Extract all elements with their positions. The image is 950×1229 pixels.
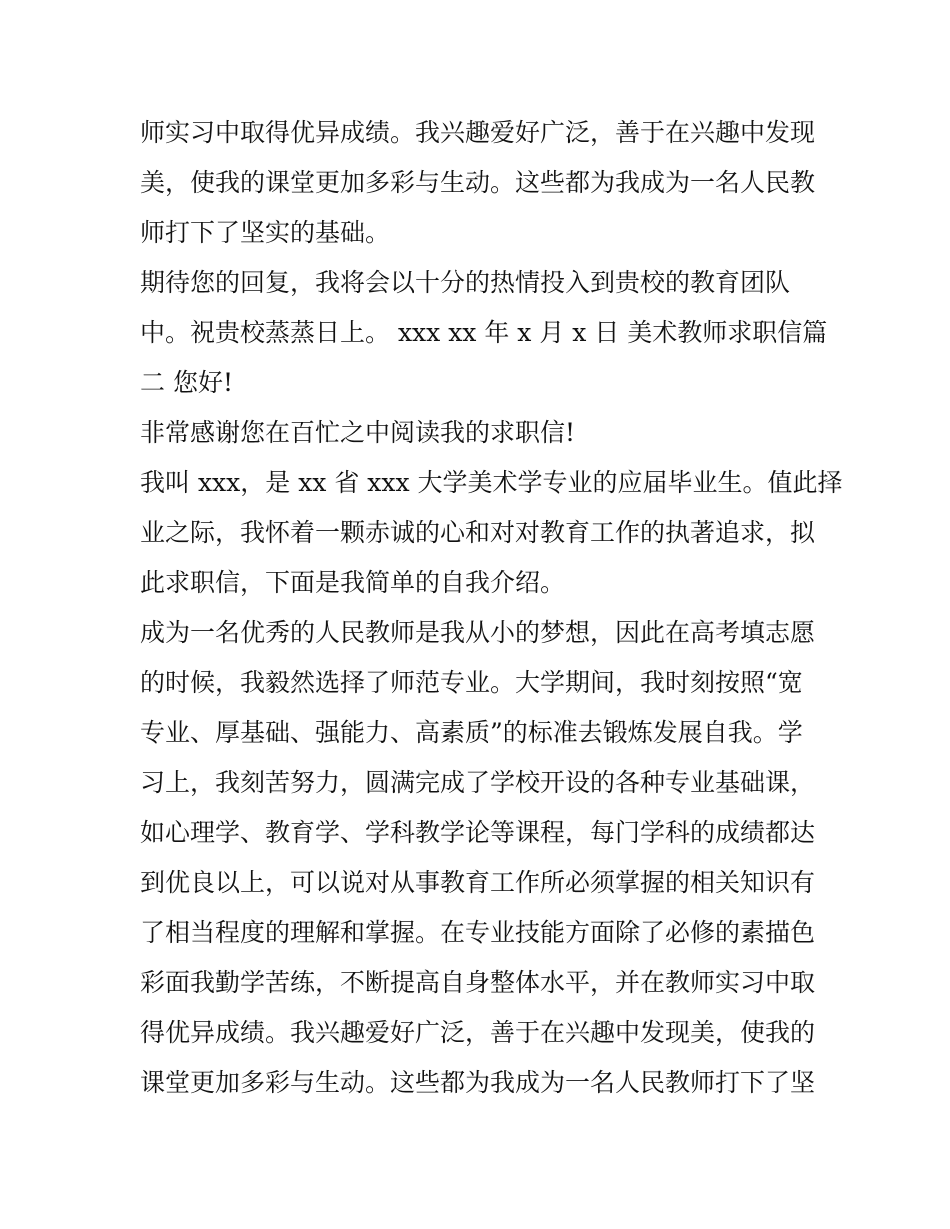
- text-line: 二 您好!: [140, 368, 233, 397]
- text-line: 专业、厚基础、强能力、高素质”的标准去锻炼发展自我。学: [140, 718, 803, 747]
- text-line: 到优良以上，可以说对从事教育工作所必须掌握的相关知识有: [140, 868, 816, 897]
- text-line: 的时候，我毅然选择了师范专业。大学期间，我时刻按照“宽: [140, 668, 803, 697]
- document-body: [140, 108, 843, 1108]
- text-line: 习上，我刻苦努力，圆满完成了学校开设的各种专业基础课，: [140, 768, 816, 797]
- text-line: 师打下了坚实的基础。: [140, 218, 391, 247]
- text-line: 成为一名优秀的人民教师是我从小的梦想，因此在高考填志愿: [140, 618, 816, 647]
- text-line: 中。祝贵校蒸蒸日上。 xxx xx 年 x 月 x 日 美术教师求职信篇: [140, 318, 828, 347]
- text-line: 得优异成绩。我兴趣爱好广泛，善于在兴趣中发现美，使我的: [140, 1018, 816, 1047]
- text-line: 课堂更加多彩与生动。这些都为我成为一名人民教师打下了坚: [140, 1068, 816, 1097]
- text-line: 非常感谢您在百忙之中阅读我的求职信!: [140, 418, 576, 447]
- text-line: 彩面我勤学苦练，不断提高自身整体水平，并在教师实习中取: [140, 968, 816, 997]
- text-line: 美，使我的课堂更加多彩与生动。这些都为我成为一名人民教: [140, 168, 816, 197]
- text-line: 我叫 xxx，是 xx 省 xxx 大学美术学专业的应届毕业生。值此择: [140, 468, 843, 497]
- text-line: 师实习中取得优异成绩。我兴趣爱好广泛，善于在兴趣中发现: [140, 118, 816, 147]
- text-line: 期待您的回复，我将会以十分的热情投入到贵校的教育团队: [140, 268, 791, 297]
- text-line: 业之际，我怀着一颗赤诚的心和对对教育工作的执著追求，拟: [140, 518, 816, 547]
- text-line: 了相当程度的理解和掌握。在专业技能方面除了必修的素描色: [140, 918, 816, 947]
- text-line: 此求职信，下面是我简单的自我介绍。: [140, 568, 566, 597]
- text-line: 如心理学、教育学、学科教学论等课程，每门学科的成绩都达: [140, 818, 816, 847]
